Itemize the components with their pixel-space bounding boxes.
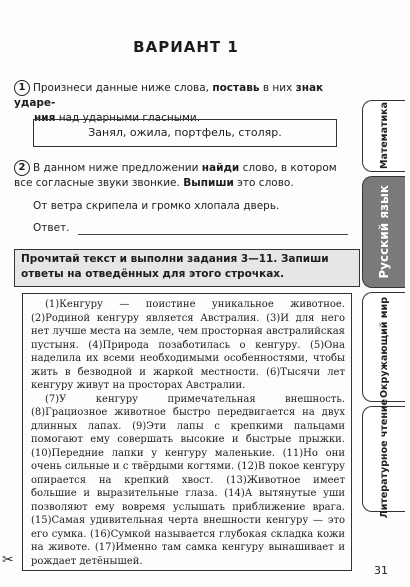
- variant-title: ВАРИАНТ 1: [133, 38, 239, 56]
- words-box: Занял, ожила, портфель, столяр.: [33, 119, 337, 147]
- tab-world-label: Окружающий мир: [378, 296, 390, 398]
- scissors-icon: ✂: [2, 552, 14, 568]
- tab-reading[interactable]: [362, 399, 405, 519]
- reading-text-box: [22, 293, 352, 571]
- page-number: 31: [374, 564, 388, 577]
- answer-line[interactable]: [78, 234, 348, 235]
- task1-text-b: поставь: [212, 82, 260, 94]
- task1-text-d: знак ударе-: [14, 82, 324, 109]
- task1-text-a: Произнеси данные ниже слова,: [33, 82, 213, 94]
- task2-text-c: слово, в котором все согласные звуки звонкие.: [14, 162, 337, 189]
- task2-text-d: Выпиши: [183, 177, 234, 189]
- reading-paragraph-1: (1)Кенгуру — поистине уникальное животное. (2)Родиной кенгуру является Австралия. (3)И для него нет лучше места на земле, чем просторная австралийская пустыня. (4)Природа позаботилась о кенгуру. (5)Она наделила их всеми необходимыми особенностями, чтобы жить в безводной и жаркой местности. (6)Тысячи лет кенгуру живут на просторах Австралии.: [31, 299, 345, 391]
- tab-math[interactable]: [362, 100, 405, 172]
- task-number-2: 2: [14, 160, 30, 176]
- task1-text-f: над ударными гласными.: [55, 112, 201, 124]
- tab-math-label: Математика: [378, 102, 390, 170]
- task1-text-c: в них: [259, 82, 296, 94]
- instruction-box: Прочитай текст и выполни задания 3—11. Запиши ответы на отведённых для этого строчках.: [14, 249, 360, 287]
- task2-text-a: В данном ниже предложении: [33, 162, 202, 174]
- tab-reading-label: Литературное чтение: [378, 399, 390, 519]
- tab-russian[interactable]: [362, 176, 405, 288]
- task2-text-e: это слово.: [233, 177, 294, 189]
- task2-sentence: От ветра скрипела и громко хлопала дверь.: [33, 200, 280, 212]
- tab-world[interactable]: [362, 292, 405, 402]
- task1-text-e: ния: [34, 112, 56, 124]
- tab-russian-label: Русский язык: [377, 185, 391, 279]
- task2-text-b: найди: [201, 162, 240, 174]
- task-2: [14, 160, 354, 191]
- answer-label: Ответ.: [33, 222, 70, 234]
- reading-paragraph-2: (7)У кенгуру примечательная внешность. (8)Грациозное животное быстро передвигается на двух длинных лапах. (9)Эти лапы с крепкими пальцами помогают ему совершать высокие и быстрые прыжки. (10)Передние лапки у кенгуру маленькие. (11)Но они очень сильные и с твёрдыми когтями. (12)В покое кенгуру опирается на крепкий хвост. (13)Животное имеет большие и выразительные глаза. (14)А вытянутые уши позволяют ему вовремя услышать приближение врага. (15)Самая удивительная черта внешности кенгуру — это его сумка. (16)Сумкой называется глубокая складка кожи на животе. (17)Именно там самка кенгуру вынашивает и рождает детёнышей.: [31, 393, 345, 567]
- task-number-1: 1: [14, 80, 30, 96]
